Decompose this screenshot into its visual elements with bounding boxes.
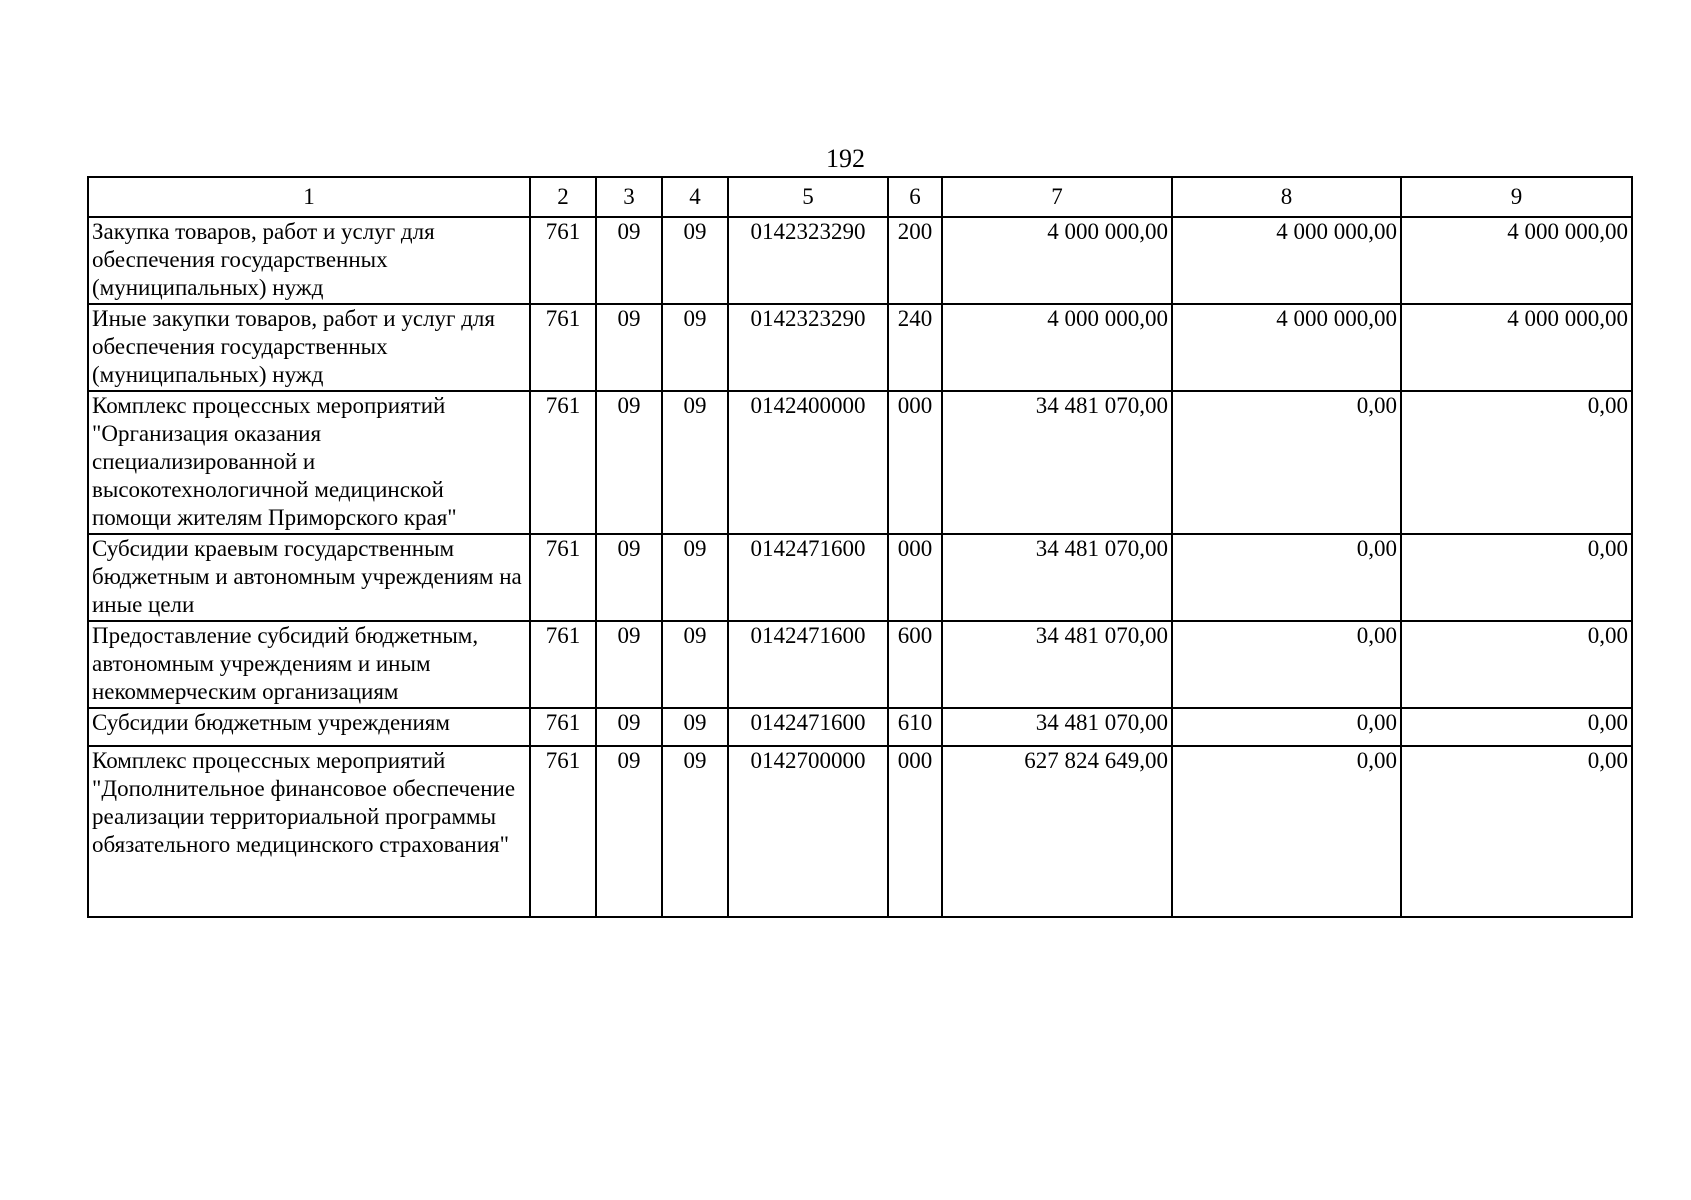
row-amount-9: 0,00 <box>1401 621 1632 708</box>
page-number: 192 <box>826 144 865 173</box>
row-amount-9: 0,00 <box>1401 534 1632 621</box>
header-col-6: 6 <box>888 177 942 217</box>
row-code-3: 09 <box>596 746 662 917</box>
row-code-4: 09 <box>662 217 728 304</box>
row-code-5: 0142471600 <box>728 534 888 621</box>
row-amount-9: 4 000 000,00 <box>1401 217 1632 304</box>
header-col-4: 4 <box>662 177 728 217</box>
row-name: Предоставление субсидий бюджетным, автономным учреждениям и иным некоммерческим организациям <box>88 621 530 708</box>
row-code-3: 09 <box>596 391 662 534</box>
row-amount-8: 0,00 <box>1172 534 1401 621</box>
row-code-4: 09 <box>662 708 728 746</box>
row-amount-8: 0,00 <box>1172 391 1401 534</box>
row-code-6: 240 <box>888 304 942 391</box>
header-col-3: 3 <box>596 177 662 217</box>
table-row <box>88 304 1632 391</box>
header-col-9: 9 <box>1401 177 1632 217</box>
row-code-5: 0142323290 <box>728 217 888 304</box>
row-name: Субсидии бюджетным учреждениям <box>88 708 530 746</box>
row-amount-9: 0,00 <box>1401 391 1632 534</box>
row-code-2: 761 <box>530 534 596 621</box>
row-code-5: 0142400000 <box>728 391 888 534</box>
table-body <box>88 217 1632 917</box>
row-amount-7: 34 481 070,00 <box>942 534 1172 621</box>
row-code-5: 0142471600 <box>728 708 888 746</box>
row-name: Закупка товаров, работ и услуг для обеспечения государственных (муниципальных) нужд <box>88 217 530 304</box>
row-amount-8: 0,00 <box>1172 746 1401 917</box>
row-amount-8: 0,00 <box>1172 708 1401 746</box>
row-code-5: 0142700000 <box>728 746 888 917</box>
table-row <box>88 746 1632 917</box>
row-amount-7: 4 000 000,00 <box>942 304 1172 391</box>
row-amount-7: 34 481 070,00 <box>942 621 1172 708</box>
header-col-2: 2 <box>530 177 596 217</box>
table-row <box>88 708 1632 746</box>
row-code-2: 761 <box>530 217 596 304</box>
table-row <box>88 391 1632 534</box>
row-code-2: 761 <box>530 304 596 391</box>
row-code-5: 0142471600 <box>728 621 888 708</box>
row-name: Комплекс процессных мероприятий "Дополнительное финансовое обеспечение реализации территориальной программы обязательного медицинского страхования" <box>88 746 530 917</box>
header-col-1: 1 <box>88 177 530 217</box>
row-amount-7: 627 824 649,00 <box>942 746 1172 917</box>
row-amount-9: 0,00 <box>1401 746 1632 917</box>
row-code-5: 0142323290 <box>728 304 888 391</box>
header-row <box>88 177 1632 217</box>
row-amount-9: 4 000 000,00 <box>1401 304 1632 391</box>
row-code-6: 000 <box>888 746 942 917</box>
row-code-4: 09 <box>662 534 728 621</box>
row-amount-7: 34 481 070,00 <box>942 391 1172 534</box>
row-amount-7: 34 481 070,00 <box>942 708 1172 746</box>
table-row <box>88 621 1632 708</box>
row-amount-8: 4 000 000,00 <box>1172 217 1401 304</box>
row-name: Субсидии краевым государственным бюджетным и автономным учреждениям на иные цели <box>88 534 530 621</box>
row-code-6: 610 <box>888 708 942 746</box>
row-code-3: 09 <box>596 534 662 621</box>
row-code-3: 09 <box>596 621 662 708</box>
row-code-2: 761 <box>530 746 596 917</box>
header-col-7: 7 <box>942 177 1172 217</box>
budget-table <box>87 176 1633 918</box>
row-code-6: 000 <box>888 534 942 621</box>
table-header <box>88 177 1632 217</box>
row-amount-9: 0,00 <box>1401 708 1632 746</box>
table-row <box>88 534 1632 621</box>
row-code-3: 09 <box>596 708 662 746</box>
row-code-3: 09 <box>596 304 662 391</box>
table-row <box>88 217 1632 304</box>
header-col-5: 5 <box>728 177 888 217</box>
row-code-2: 761 <box>530 391 596 534</box>
row-name: Иные закупки товаров, работ и услуг для обеспечения государственных (муниципальных) нужд <box>88 304 530 391</box>
row-code-4: 09 <box>662 391 728 534</box>
row-code-4: 09 <box>662 746 728 917</box>
row-amount-8: 0,00 <box>1172 621 1401 708</box>
row-code-4: 09 <box>662 621 728 708</box>
row-code-6: 000 <box>888 391 942 534</box>
row-code-6: 600 <box>888 621 942 708</box>
row-code-2: 761 <box>530 708 596 746</box>
row-code-6: 200 <box>888 217 942 304</box>
row-code-2: 761 <box>530 621 596 708</box>
row-amount-7: 4 000 000,00 <box>942 217 1172 304</box>
row-code-3: 09 <box>596 217 662 304</box>
row-amount-8: 4 000 000,00 <box>1172 304 1401 391</box>
row-code-4: 09 <box>662 304 728 391</box>
row-name: Комплекс процессных мероприятий "Организация оказания специализированной и высокотехнологичной медицинской помощи жителям Приморского края" <box>88 391 530 534</box>
header-col-8: 8 <box>1172 177 1401 217</box>
